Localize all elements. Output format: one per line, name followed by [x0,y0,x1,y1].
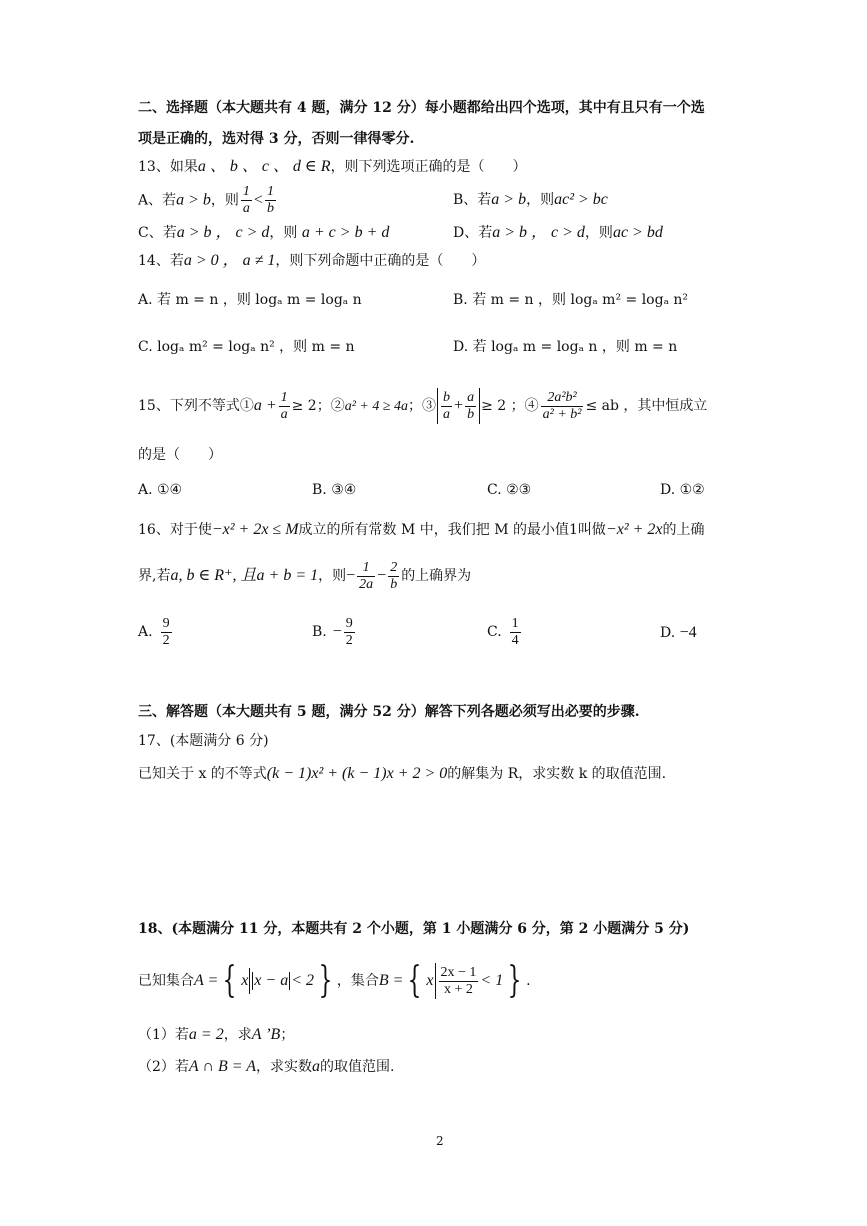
q18-p2-math: A ∩ B = A [188,1058,257,1075]
page-number: 2 [436,1134,444,1148]
q18-seta-x: x [241,972,249,989]
q15-item1-den: a [280,406,288,422]
q16-line1-math2: −x² + 2x [605,521,663,538]
q18-end: . [526,973,531,989]
q18-p1-end: ； [280,1027,295,1043]
q14-option-b: B. 若 m = n ，则 logₐ m² = logₐ n² [453,292,689,308]
q13-c-cond: a > b ， c > d [176,224,270,241]
q15-item3-plus: + [454,397,464,414]
section2-header-line1: 二、选择题（本大题共有 4 题，满分 12 分）每小题都给出四个选项，其中有且只有一个选 [138,100,705,116]
q13-d-pre: D、若 [453,225,493,241]
q18-setb-den: x + 2 [444,981,473,997]
q15-item1-num: 1 [280,389,288,405]
q16-c-num: 1 [511,615,519,631]
q18-p2-pre: （2）若 [138,1059,189,1075]
q17-stem [138,765,666,783]
q18-p1-math2: A ʼB [251,1026,281,1043]
q13-d-then: ，则 [584,225,613,241]
q18-setb-num: 2x − 1 [440,964,477,980]
q14-option-d: D. 若 logₐ m = logₐ n ，则 m = n [453,339,678,355]
q13-b-pre: B、若 [453,192,492,208]
q13-a-then: ，则 [210,192,239,209]
q15-item4-den: a² + b² [542,406,582,422]
q13-a-frac-left [241,184,252,217]
q18-stem-pre: 已知集合 [138,973,194,989]
q18-setb-tail: < 1 [480,972,504,989]
q17-stem-math: (k − 1)x² + (k − 1)x + 2 > 0 [266,765,448,782]
q17-title: 17、(本题满分 6 分) [138,733,269,749]
q14-stem-post: ，则下列命题中正确的是（ ） [275,253,486,269]
q16-b-num: 9 [345,615,353,631]
q18-seta-cond: x − a [254,972,289,989]
q13-a-frac-left-den: a [242,201,250,216]
q13-option-b [453,191,608,209]
q15-option-b: B. ③④ [312,482,357,498]
q15-stem [138,386,707,427]
q18-setb-name: B = [378,972,404,989]
q18-setb-frac [439,965,479,998]
q13-c-res: a + c > b + d [301,224,390,241]
q17-stem-post: 的解集为 R，求实数 k 的取值范围. [447,766,667,782]
q18-setb-brace-close: } [507,960,522,1001]
q16-a-label: A. [138,624,153,640]
q15-item2: a² + 4 ≥ 4a [344,399,409,414]
q13-a-frac-right-den: b [266,201,274,216]
q16-option-b [312,612,357,652]
q16-stem-line2: 界,若a, b ∈ R⁺, 且a + b = 1，则− $\frac{1}{2a}$ − $\frac{2}{b}$ 的上确界为 [138,559,472,592]
section2-header-line2: 项是正确的，选对得 3 分，否则一律得零分. [138,131,415,147]
q16-line1-math: −x² + 2x ≤ M [211,521,299,538]
q18-p2-var: a [312,1058,321,1075]
q18-mid: ，集合 [336,973,379,989]
q15-option-d: D. ①② [660,482,705,498]
q15-stem-line2: 的是（ ） [138,447,222,463]
q13-d-res: ac > bd [612,224,663,241]
q18-seta-name: A = [194,972,219,989]
q13-c-then: ，则 [269,225,298,241]
q15-item4-num: 2a²b² [541,390,584,407]
q16-line2-mid: ，则 [318,568,347,584]
q18-part1 [138,1026,294,1044]
q18-title: 18、(本题满分 11 分，本题共有 2 个小题，第 1 小题满分 6 分，第 2 小题满分 5 分) [138,921,690,937]
q16-c-frac [510,616,521,649]
q16-stem-line1 [138,521,705,539]
q16-option-d [660,624,697,642]
q15-item1-post: ≥ 2；② [291,398,345,414]
q16-option-a [138,612,174,652]
q15-item3-n1: b [443,389,451,405]
q15-item3-bar-right [479,388,480,424]
q13-b-cond: a > b [491,191,527,208]
q18-p1-mid: ，求 [223,1027,252,1043]
q15-option-a: A. ①④ [138,482,183,498]
q18-seta-tail: < 2 [291,972,314,989]
q18-setb-x: x [426,972,434,989]
q18-seta-brace-close: } [318,960,333,1001]
q13-a-frac-right-num: 1 [266,184,274,199]
q17-stem-pre: 已知关于 x 的不等式 [138,766,267,782]
q16-b-sign: − [332,623,342,640]
q13-stem [138,158,527,176]
q16-b-label: B. [312,624,327,640]
q16-c-den: 4 [511,632,519,648]
q16-line1-pre: 16、对于使 [138,522,212,538]
q16-b-frac [344,616,355,649]
q15-item2-post: ；③ [408,398,437,414]
q16-line2-n1: 1 [357,560,375,577]
q16-line1-post: 的上确 [662,522,705,538]
q15-item3-d1: a [443,406,451,422]
q18-p2-mid: ，求实数 [256,1059,313,1075]
q13-b-res: ac² > bc [554,191,608,208]
q18-seta-divider [249,968,250,994]
q14-stem [138,252,485,270]
section3-header: 三、解答题（本大题共有 5 题，满分 52 分）解答下列各题必须写出必要的步骤. [138,704,640,720]
q18-p1-math: a = 2 [188,1026,224,1043]
q13-a-op: < [253,191,263,209]
q16-line2-d2: b [390,576,398,592]
q15-item4-frac [541,390,584,423]
q16-line2-math: a, b ∈ R⁺, 且a + b = 1 [170,567,319,584]
q13-a-frac-right [265,184,276,217]
q13-b-then: ，则 [526,192,555,208]
q13-c-pre: C、若 [138,225,177,241]
q16-line1-mid: 成立的所有常数 M 中，我们把 M 的最小值1叫做 [298,522,606,538]
q18-part2 [138,1058,394,1076]
q15-item3-n2: a [467,389,475,405]
q16-c-label: C. [487,624,502,640]
q16-option-c [487,612,523,652]
q15-item3-post: ≥ 2 ；④ [481,398,539,414]
q13-a-pre: A、若 [138,192,177,209]
q14-option-a: A. 若 m = n ，则 logₐ m = logₐ n [138,292,362,308]
q15-stem-pre: 15、下列不等式① [138,398,254,414]
q13-d-cond: a > b ， c > d [492,224,585,241]
q15-item4-post: ≤ ab ，其中恒成立 [585,398,708,414]
q15-item3-d2: b [467,406,475,422]
q18-p1-pre: （1）若 [138,1027,189,1043]
q18-p2-end: 的取值范围. [320,1059,395,1075]
q16-a-den: 2 [162,632,170,648]
q16-line2-frac1 [357,560,375,593]
q16-a-frac [161,616,172,649]
q18-setb-brace-open: { [408,960,422,1001]
q16-line2-post: 的上确界为 [401,568,472,584]
q16-a-num: 9 [162,615,170,631]
q15-item1-a: a + [253,397,277,414]
q14-stem-cond: a > 0 ， a ≠ 1 [183,252,276,269]
q16-line2-frac2 [388,560,399,593]
q13-a-frac-left-num: 1 [242,184,250,199]
q15-item1-frac [279,390,290,423]
q16-line2-pre: 界,若 [138,568,171,584]
q14-stem-pre: 14、若 [138,253,184,269]
q13-option-c [138,224,389,242]
q15-item3-frac2 [465,390,476,423]
q13-option-a [138,184,278,217]
q16-d-val: −4 [679,624,697,641]
q14-option-c: C. logₐ m² = logₐ n² ，则 m = n [138,339,355,355]
q16-b-den: 2 [345,632,353,648]
q13-a-cond: a > b [176,191,211,209]
q16-line2-d1: 2a [359,576,374,592]
q13-option-d [453,224,663,242]
q18-setb-divider [435,963,436,999]
q16-line2-n2: 2 [390,559,398,575]
q18-stem [138,958,531,1004]
q13-stem-vars: a 、 b 、 c 、 d ∈ R [197,158,331,175]
q13-stem-post: ，则下列选项正确的是（ ） [330,159,527,175]
q18-seta-brace-open: { [222,960,237,1001]
q15-option-c: C. ②③ [487,482,532,498]
q13-stem-pre: 13、如果 [138,159,198,175]
q16-d-label: D. [660,625,676,641]
q15-item3-frac1 [441,390,452,423]
q15-item3-bar-left [437,388,438,424]
